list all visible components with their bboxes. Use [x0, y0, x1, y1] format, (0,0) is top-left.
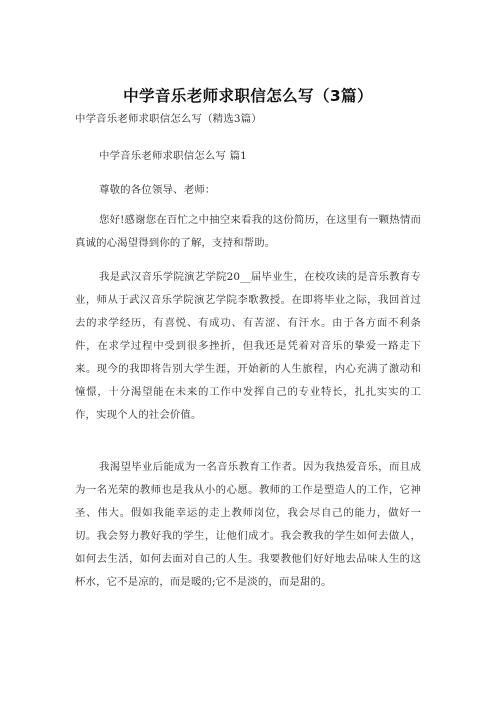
- paragraph-1: 您好!感谢您在百忙之中抽空来看我的这份简历，在这里有一颗热情而真诚的心渴望得到你的了解，支持和帮助。: [75, 214, 421, 249]
- document-title: 中学音乐老师求职信怎么写（3篇）: [123, 87, 373, 105]
- document-subtitle: 中学音乐老师求职信怎么写（精选3篇）: [75, 113, 262, 125]
- salutation: 尊敬的各位领导、老师：: [99, 184, 216, 196]
- paragraph-3: 我渴望毕业后能成为一名音乐教育工作者。因为我热爱音乐，而且成为一名光荣的教师也是我从小的心愿。教师的工作是塑造人的工作，它神圣、伟大。假如我能幸运的走上教师岗位，我会尽自己的能力，做好一切。我会努力教好我的学生，让他们成才。我会教我的学生如何去做人，如何去生活，如何去面对自己的人生。我要教他们好好地去品味人生的这杯水，它不是凉的，而是暖的;它不是淡的，而是甜的。: [75, 461, 421, 588]
- paragraph-2: 我是武汉音乐学院演艺学院20__届毕业生，在校攻读的是音乐教育专业，师从于武汉音乐学院演艺学院李歌教授。在即将毕业之际，我回首过去的求学经历，有喜悦、有成功、有苦涩、有汗水。由于各方面不利条件，在求学过程中受到很多挫折，但我还是凭着对音乐的挚爱一路走下来。现今的我即将告别大学生涯，开始新的人生旅程，内心充满了激动和憧憬，十分渴望能在未来的工作中发挥自己的专业特长，扎扎实实的工作，实现个人的社会价值。: [75, 271, 421, 421]
- section-heading: 中学音乐老师求职信怎么写 篇1: [99, 150, 247, 162]
